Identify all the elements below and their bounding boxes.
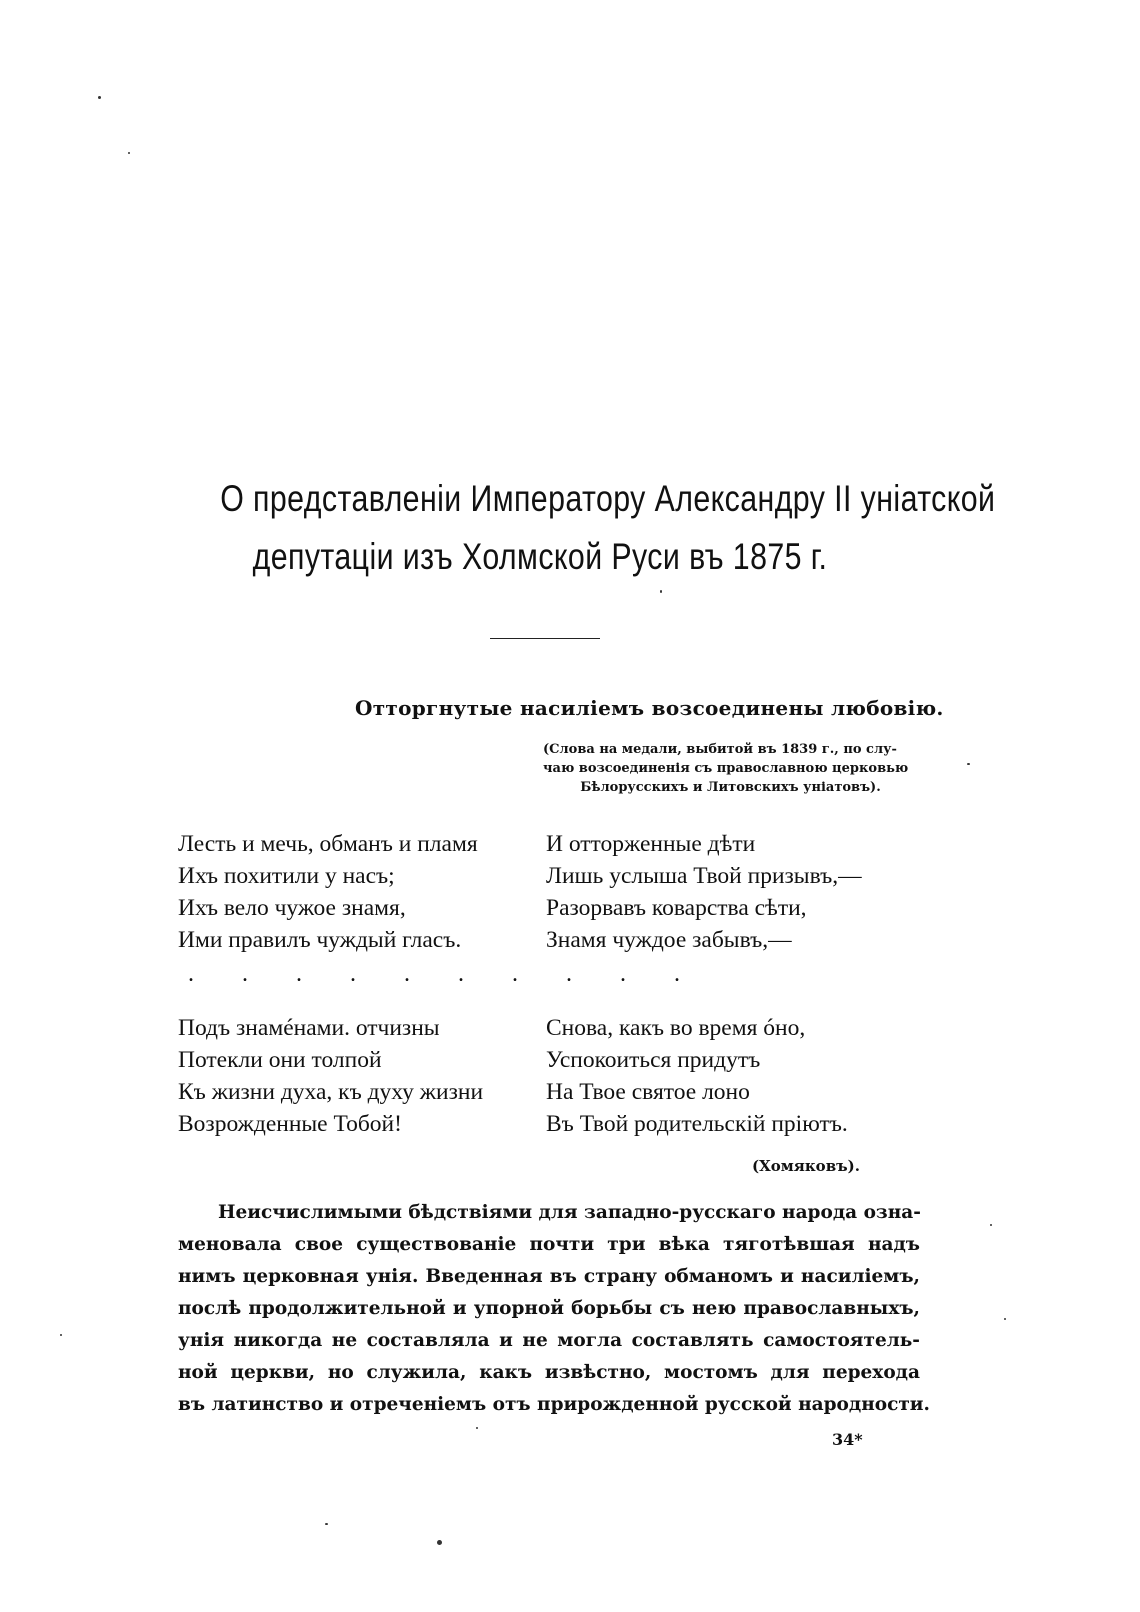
scan-speck [660, 590, 662, 593]
poem-line: Лесть и мечь, обманъ и пламя [178, 831, 478, 857]
body-line: нимъ церковная унія. Введенная въ страну обманомъ и насиліемъ, [178, 1266, 920, 1287]
page-title [220, 470, 996, 586]
poem-line: Ихъ похитили у насъ; [178, 863, 395, 889]
poem-line: Разорвавъ коварства сѣти, [546, 895, 807, 921]
scan-speck [128, 152, 130, 154]
body-line: послѣ продолжительной и упорной борьбы съ нею православныхъ, [178, 1298, 920, 1319]
epigraph-note-line: Бѣлорусскихъ и Литовскихъ уніатовъ). [580, 780, 881, 795]
scan-speck [98, 96, 101, 99]
scan-speck [437, 1540, 442, 1545]
poem-line: Знамя чуждое забывъ,— [546, 927, 792, 953]
body-line: Неисчислимыми бѣдствіями для западно-русскаго народа озна- [218, 1202, 921, 1223]
scan-speck [990, 1224, 992, 1226]
poem-line: Снова, какъ во время óно, [546, 1015, 806, 1041]
body-line: унія никогда не составляла и не могла составлять самостоятель- [178, 1330, 920, 1351]
epigraph-motto: Отторгнутые насиліемъ возсоединены любовію. [355, 696, 944, 720]
title-line-1: О представленіи Императору Александру II уніатской [220, 478, 996, 519]
poem-stanza2-right [546, 1012, 848, 1140]
poem-line: Потекли они толпой [178, 1047, 382, 1073]
poem-line: Возрожденные Тобой! [178, 1111, 402, 1137]
body-line: меновала свое существованіе почти три вѣка тяготѣвшая надъ [178, 1234, 920, 1255]
poem-line: Ими правилъ чуждый гласъ. [178, 927, 462, 953]
poem-stanza1-right [546, 828, 862, 956]
poem-line: Въ Твой родительскій пріютъ. [546, 1111, 848, 1137]
title-line-2: депутаціи изъ Холмской Руси въ 1875 г. [252, 536, 828, 577]
poem-line: Успокоиться придутъ [546, 1047, 761, 1073]
scan-speck [60, 1334, 62, 1336]
scan-speck [967, 763, 970, 765]
poem-ellipsis: . . . . . . . . . . [188, 961, 701, 987]
scan-speck [476, 1427, 478, 1429]
title-divider [490, 638, 600, 639]
poem-stanza1-left [178, 828, 478, 956]
poem-line: Лишь услыша Твой призывъ,— [546, 863, 862, 889]
epigraph-note [543, 740, 918, 797]
poem-attribution: (Хомяковъ). [752, 1157, 860, 1175]
poem-line: На Твое святое лоно [546, 1079, 750, 1105]
body-line: ной церкви, но служила, какъ извѣстно, мостомъ для перехода [178, 1362, 920, 1383]
poem-line: Ихъ вело чужое знамя, [178, 895, 406, 921]
body-line: въ латинство и отреченіемъ отъ прирожденной русской народности. [178, 1394, 930, 1415]
poem-line: Подъ знамéнами. отчизны [178, 1015, 440, 1041]
signature-mark: 34* [832, 1430, 863, 1449]
epigraph-note-line: (Слова на медали, выбитой въ 1839 г., по слу- [543, 742, 897, 757]
body-paragraph [178, 1197, 930, 1421]
poem-stanza2-left [178, 1012, 483, 1140]
scan-speck [1004, 1318, 1006, 1320]
poem-line: Къ жизни духа, къ духу жизни [178, 1079, 484, 1105]
poem-line: И отторженные дѣти [546, 831, 756, 857]
epigraph-note-line: чаю возсоединенія съ православною церковью [543, 761, 909, 776]
scan-speck [325, 1523, 328, 1525]
